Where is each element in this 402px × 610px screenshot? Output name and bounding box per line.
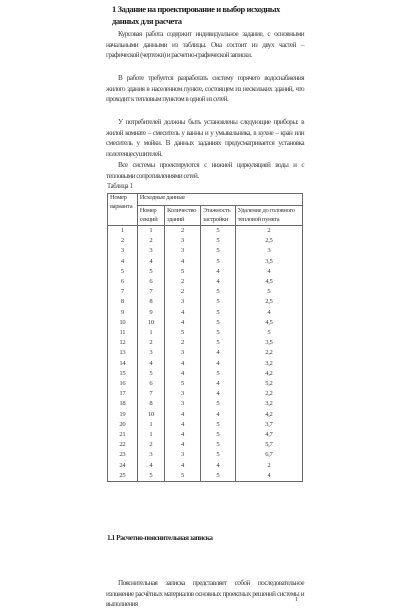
table-row (108, 399, 303, 409)
table-cell: 4,7 (235, 430, 302, 440)
table-cell: 19 (108, 410, 138, 420)
table-cell: 9 (137, 308, 164, 318)
table-cell: 5 (200, 226, 235, 237)
table-cell: 4 (137, 257, 164, 267)
table-cell: 18 (108, 399, 138, 409)
table-cell: 3,2 (235, 399, 302, 409)
table-cell: 4 (200, 461, 235, 471)
table-cell: 3 (164, 399, 200, 409)
table-cell: 4 (164, 359, 200, 369)
table-cell: 3,2 (235, 359, 302, 369)
table-cell: 4 (137, 359, 164, 369)
table-cell: 4 (200, 410, 235, 420)
table-row (108, 338, 303, 348)
table-cell: 4 (164, 410, 200, 420)
table-cell: 4 (164, 440, 200, 450)
table-cell: 2,2 (235, 389, 302, 399)
table-caption: Таблица 1 (107, 183, 133, 190)
table-cell: 5 (235, 328, 302, 338)
table-cell: 4 (200, 348, 235, 358)
table-row (108, 379, 303, 389)
table-cell: 5 (108, 267, 138, 277)
table-cell: 4,2 (235, 369, 302, 379)
table-cell: 4,2 (235, 410, 302, 420)
source-data-table (107, 193, 303, 482)
table-cell: 9 (108, 308, 138, 318)
table-cell: 4 (200, 277, 235, 287)
table-cell: 14 (108, 359, 138, 369)
table-cell: 2 (164, 287, 200, 297)
column-header-sections: Номер секций (137, 206, 164, 226)
column-header-variant: Номер варианта (108, 194, 138, 226)
table-cell: 22 (108, 440, 138, 450)
table-cell: 7 (108, 287, 138, 297)
table-cell: 5 (164, 471, 200, 482)
note-paragraph: Пояснительная записка представляет собой последовательное изложение расчётных материалов основных проектных решений системы и выполнения (106, 579, 304, 609)
column-header-buildings: Количество зданий (164, 206, 200, 226)
table-cell: 5 (200, 287, 235, 297)
table-cell: 5 (200, 440, 235, 450)
table-cell: 8 (137, 399, 164, 409)
table-cell: 4,5 (235, 318, 302, 328)
table-cell: 4 (200, 379, 235, 389)
table-cell: 5 (164, 328, 200, 338)
table-row (108, 348, 303, 358)
table-cell: 4 (164, 308, 200, 318)
table-cell: 1 (137, 430, 164, 440)
table-row (108, 267, 303, 277)
table-cell: 5 (200, 328, 235, 338)
table-row (108, 389, 303, 399)
table-cell: 2 (235, 461, 302, 471)
table-row (108, 246, 303, 256)
table-cell: 8 (137, 297, 164, 307)
table-cell: 6 (108, 277, 138, 287)
table-cell: 4 (164, 257, 200, 267)
column-group-header: Исходные данные (137, 194, 302, 206)
table-cell: 4 (200, 359, 235, 369)
table-cell: 5 (200, 471, 235, 482)
table-cell: 4 (200, 267, 235, 277)
table-row (108, 461, 303, 471)
table-cell: 4 (164, 318, 200, 328)
table-cell: 4 (235, 471, 302, 482)
table-row (108, 359, 303, 369)
table-cell: 3,5 (235, 338, 302, 348)
table-cell: 5,7 (235, 440, 302, 450)
table-row (108, 430, 303, 440)
table-cell: 4 (164, 420, 200, 430)
table-cell: 1 (137, 226, 164, 237)
table-cell: 4 (164, 430, 200, 440)
table-cell: 12 (108, 338, 138, 348)
table-cell: 1 (137, 420, 164, 430)
table-row (108, 420, 303, 430)
column-header-distance: Удаление до головного тепловой пункта (235, 206, 302, 226)
table-cell: 2,2 (235, 348, 302, 358)
table-cell: 5 (200, 338, 235, 348)
table-cell: 3 (137, 450, 164, 460)
table-cell: 10 (137, 318, 164, 328)
table-cell: 13 (108, 348, 138, 358)
design-paragraph: В работе требуется разработать систему горячего водоснабжения жилого здания в населенном пункте, состоящем из нескольких зданий, что проходит к тепловым пунктом в одной из сетей. (106, 74, 304, 104)
systems-paragraph: Все системы проектируются с нижней циркуляцией воды и с тепловыми сопротивлениями сетей. (106, 161, 304, 180)
table-cell: 24 (108, 461, 138, 471)
table-cell: 2 (108, 236, 138, 246)
table-row (108, 226, 303, 237)
table-cell: 4 (200, 389, 235, 399)
table-cell: 23 (108, 450, 138, 460)
table-cell: 2 (137, 236, 164, 246)
table-row (108, 236, 303, 246)
table-row (108, 410, 303, 420)
table-cell: 1 (137, 328, 164, 338)
table-cell: 1 (108, 226, 138, 237)
table-cell: 5 (200, 318, 235, 328)
table-cell: 8 (108, 297, 138, 307)
table-cell: 21 (108, 430, 138, 440)
table-cell: 2 (137, 338, 164, 348)
table-cell: 4 (164, 369, 200, 379)
table-cell: 3 (164, 246, 200, 256)
table-cell: 10 (137, 410, 164, 420)
table-cell: 3 (235, 246, 302, 256)
table-cell: 7 (137, 287, 164, 297)
table-cell: 3 (137, 348, 164, 358)
table-cell: 3,7 (235, 420, 302, 430)
intro-paragraph: Курсовая работа содержит индивидуальное задание, с основными начальными данными из таблицы. Она состоит из двух частей – графической (чертежи) и расчетно-графической записки. (106, 30, 304, 60)
subsection-heading: 1.1 Расчетно-пояснительная записка (107, 533, 213, 542)
table-cell: 5 (200, 308, 235, 318)
table-row (108, 277, 303, 287)
table-cell: 2 (164, 277, 200, 287)
table-cell: 6 (137, 379, 164, 389)
table-cell: 3,5 (235, 257, 302, 267)
fixtures-paragraph: У потребителей должны быть установлены следующие приборы: в жилой комнате – смеситель у ванны и у умывальника, в кухне – кран или смеситель у мойки. В данных заданиях предусматривается установка полотенцесушителей. (106, 118, 304, 159)
table-cell: 3 (164, 389, 200, 399)
table-cell: 4 (235, 267, 302, 277)
table-cell: 5 (200, 399, 235, 409)
table-cell: 5 (164, 379, 200, 389)
table-cell: 5 (200, 257, 235, 267)
table-row (108, 287, 303, 297)
table-cell: 2,5 (235, 236, 302, 246)
table-cell: 3 (164, 450, 200, 460)
table-cell: 3 (164, 348, 200, 358)
table-cell: 5 (200, 450, 235, 460)
table-row (108, 369, 303, 379)
table-row (108, 257, 303, 267)
table-cell: 3 (108, 246, 138, 256)
table-cell: 5 (200, 236, 235, 246)
table-cell: 5 (200, 369, 235, 379)
table-row (108, 318, 303, 328)
table-cell: 2,5 (235, 297, 302, 307)
table-cell: 3 (164, 297, 200, 307)
table-body (108, 226, 303, 482)
table-row (108, 440, 303, 450)
table-row (108, 450, 303, 460)
table-row (108, 471, 303, 482)
table-cell: 5 (137, 471, 164, 482)
table-cell: 6 (137, 277, 164, 287)
table-cell: 4 (235, 308, 302, 318)
table-cell: 5 (200, 297, 235, 307)
table-cell: 5 (200, 420, 235, 430)
table-cell: 5 (137, 267, 164, 277)
table-cell: 25 (108, 471, 138, 482)
table-cell: 6,7 (235, 450, 302, 460)
table-row (108, 328, 303, 338)
table-cell: 5,2 (235, 379, 302, 389)
table-cell: 4,5 (235, 277, 302, 287)
table-cell: 5 (164, 267, 200, 277)
table-cell: 4 (108, 257, 138, 267)
table-row (108, 297, 303, 307)
section-heading: 1 Задание на проектирование и выбор исходных данных для расчета (112, 4, 280, 26)
table-cell: 7 (137, 389, 164, 399)
table-cell: 3 (137, 246, 164, 256)
table-row (108, 308, 303, 318)
table-cell: 5 (235, 287, 302, 297)
page-number: 1 (295, 597, 298, 603)
table-cell: 2 (137, 440, 164, 450)
table-cell: 3 (164, 236, 200, 246)
table-cell: 2 (235, 226, 302, 237)
table-cell: 5 (200, 430, 235, 440)
table-cell: 16 (108, 379, 138, 389)
table-cell: 4 (164, 461, 200, 471)
column-header-floors: Этажность застройки (200, 206, 235, 226)
table-cell: 5 (137, 369, 164, 379)
table-cell: 2 (164, 338, 200, 348)
table-cell: 10 (108, 318, 138, 328)
table-cell: 5 (200, 246, 235, 256)
table-cell: 15 (108, 369, 138, 379)
table-cell: 4 (137, 461, 164, 471)
table-cell: 2 (164, 226, 200, 237)
table-cell: 20 (108, 420, 138, 430)
table-cell: 17 (108, 389, 138, 399)
table-cell: 11 (108, 328, 138, 338)
